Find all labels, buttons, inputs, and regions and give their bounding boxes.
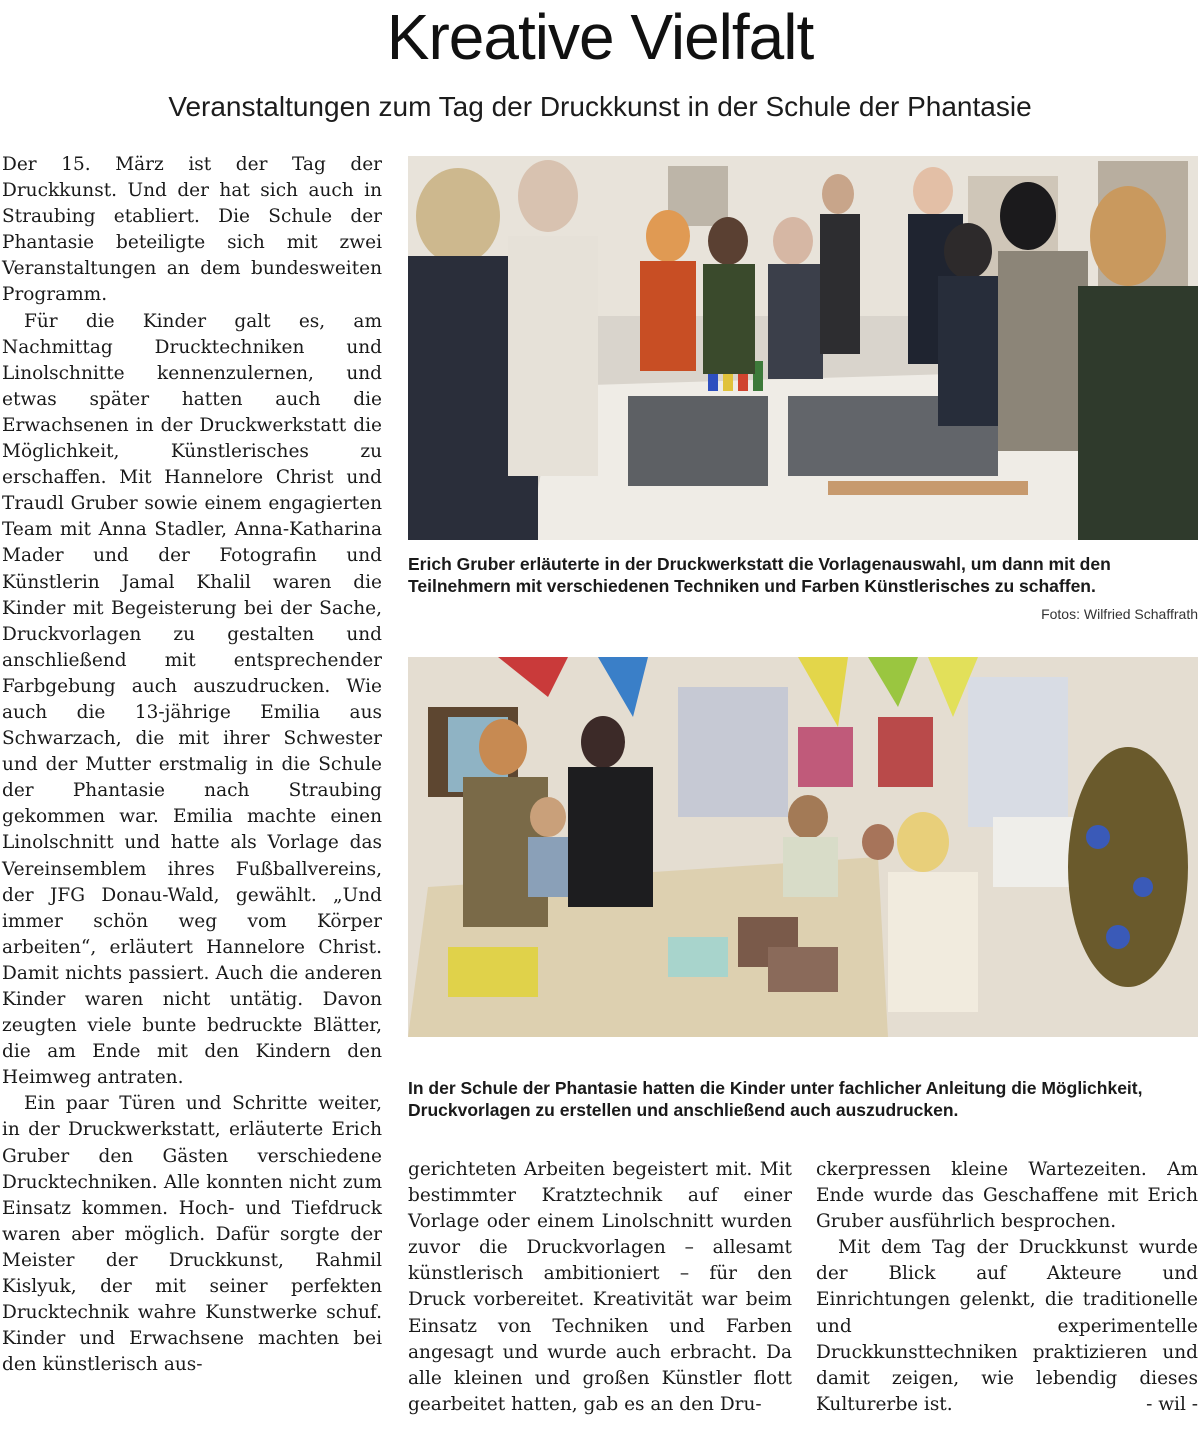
headline: Kreative Vielfalt bbox=[386, 1, 814, 73]
text-column-2 bbox=[408, 1157, 792, 1418]
photo-druckwerkstatt-image bbox=[408, 156, 1198, 540]
paragraph: gerichteten Arbeiten begeistert mit. Mit bestimmter Kratztechnik auf einer Vorlage oder einem Linolschnitt wurden zuvor die Druckvorlagen – allesamt künstlerisch ambitioniert – für den Druck vorbereitet. Kreativität war beim Einsatz von Techniken und Farben angesagt und wurde auch erbracht. Da alle kleinen und großen Künstler flott gearbeitet hatten, gab es an den Dru- bbox=[408, 1159, 792, 1415]
paragraph: ckerpressen kleine Wartezeiten. Am Ende wurde das Geschaffene mit Erich Gruber ausführlich besprochen. bbox=[816, 1159, 1198, 1233]
photo-schule-der-phantasie bbox=[408, 657, 1198, 1037]
photo2-caption: In der Schule der Phantasie hatten die Kinder unter fachlicher Anleitung die Möglichkeit, Druckvorlagen zu erstellen und anschließend auch auszudrucken. bbox=[408, 1078, 1143, 1120]
author-signature: - wil - bbox=[1146, 1393, 1198, 1415]
photo-druckwerkstatt bbox=[408, 156, 1198, 540]
paragraph: Der 15. März ist der Tag der Druckkunst. Und der hat sich auch in Straubing etabliert. Die Schule der Phantasie beteiligte sich mit zwei Veranstaltungen an dem bundesweiten Programm. bbox=[2, 154, 382, 306]
text-column-3 bbox=[816, 1157, 1198, 1418]
photo-credit: Fotos: Wilfried Schaffrath bbox=[1041, 606, 1198, 622]
paragraph bbox=[816, 1235, 1198, 1418]
photo1-caption: Erich Gruber erläuterte in der Druckwerkstatt die Vorlagenauswahl, um dann mit den Teilnehmern mit verschiedenen Techniken und Farben Künstlerisches zu schaffen. bbox=[408, 554, 1111, 596]
paragraph-text: Mit dem Tag der Druckkunst wurde der Blick auf Akteure und Einrichtungen gelenkt, die traditionelle und experimentelle Druckkunsttechniken praktizieren und damit zeigen, wie lebendig dieses Kulturerbe ist. bbox=[816, 1237, 1198, 1415]
paragraph: Ein paar Türen und Schritte weiter, in der Druckwerkstatt, erläuterte Erich Gruber den Gästen verschiedene Drucktechniken. Alle konnten nicht zum Einsatz kommen. Hoch- und Tiefdruck waren aber möglich. Dafür sorgte der Meister der Druckkunst, Rahmil Kislyuk, der mit seiner perfekten Drucktechnik wahre Kunstwerke schuf. Kinder und Erwachsene machten bei den künstlerisch aus- bbox=[2, 1093, 382, 1376]
subheadline: Veranstaltungen zum Tag der Druckkunst in der Schule der Phantasie bbox=[168, 91, 1032, 122]
text-column-1 bbox=[2, 152, 382, 1378]
photo-schule-der-phantasie-image bbox=[408, 657, 1198, 1037]
paragraph: Für die Kinder galt es, am Nachmittag Drucktechniken und Linolschnitte kennenzulernen, und etwas später hatten auch die Erwachsenen in der Druckwerkstatt die Möglichkeit, Künstlerisches zu erschaffen. Mit Hannelore Christ und Traudl Gruber sowie einem engagierten Team mit Anna Stadler, Anna-Katharina Mader und der Fotografin und Künstlerin Jamal Khalil waren die Kinder mit Begeisterung bei der Sache, Druckvorlagen zu gestalten und anschließend mit entsprechender Farbgebung auch auszudrucken. Wie auch die 13-jährige Emilia aus Schwarzach, die mit ihrer Schwester und der Mutter erstmalig in die Schule der Phantasie nach Straubing gekommen war. Emilia machte einen Linolschnitt und hatte als Vorlage das Vereinsemblem ihres Fußballvereins, der JFG Donau-Wald, gewählt. „Und immer schön weg vom Körper arbeiten“, erläutert Hannelore Christ. Damit nichts passiert. Auch die anderen Kinder waren nicht untätig. Davon zeugten viele bunte bedruckte Blätter, die am Ende mit den Kindern den Heimweg antraten. bbox=[2, 310, 382, 1089]
